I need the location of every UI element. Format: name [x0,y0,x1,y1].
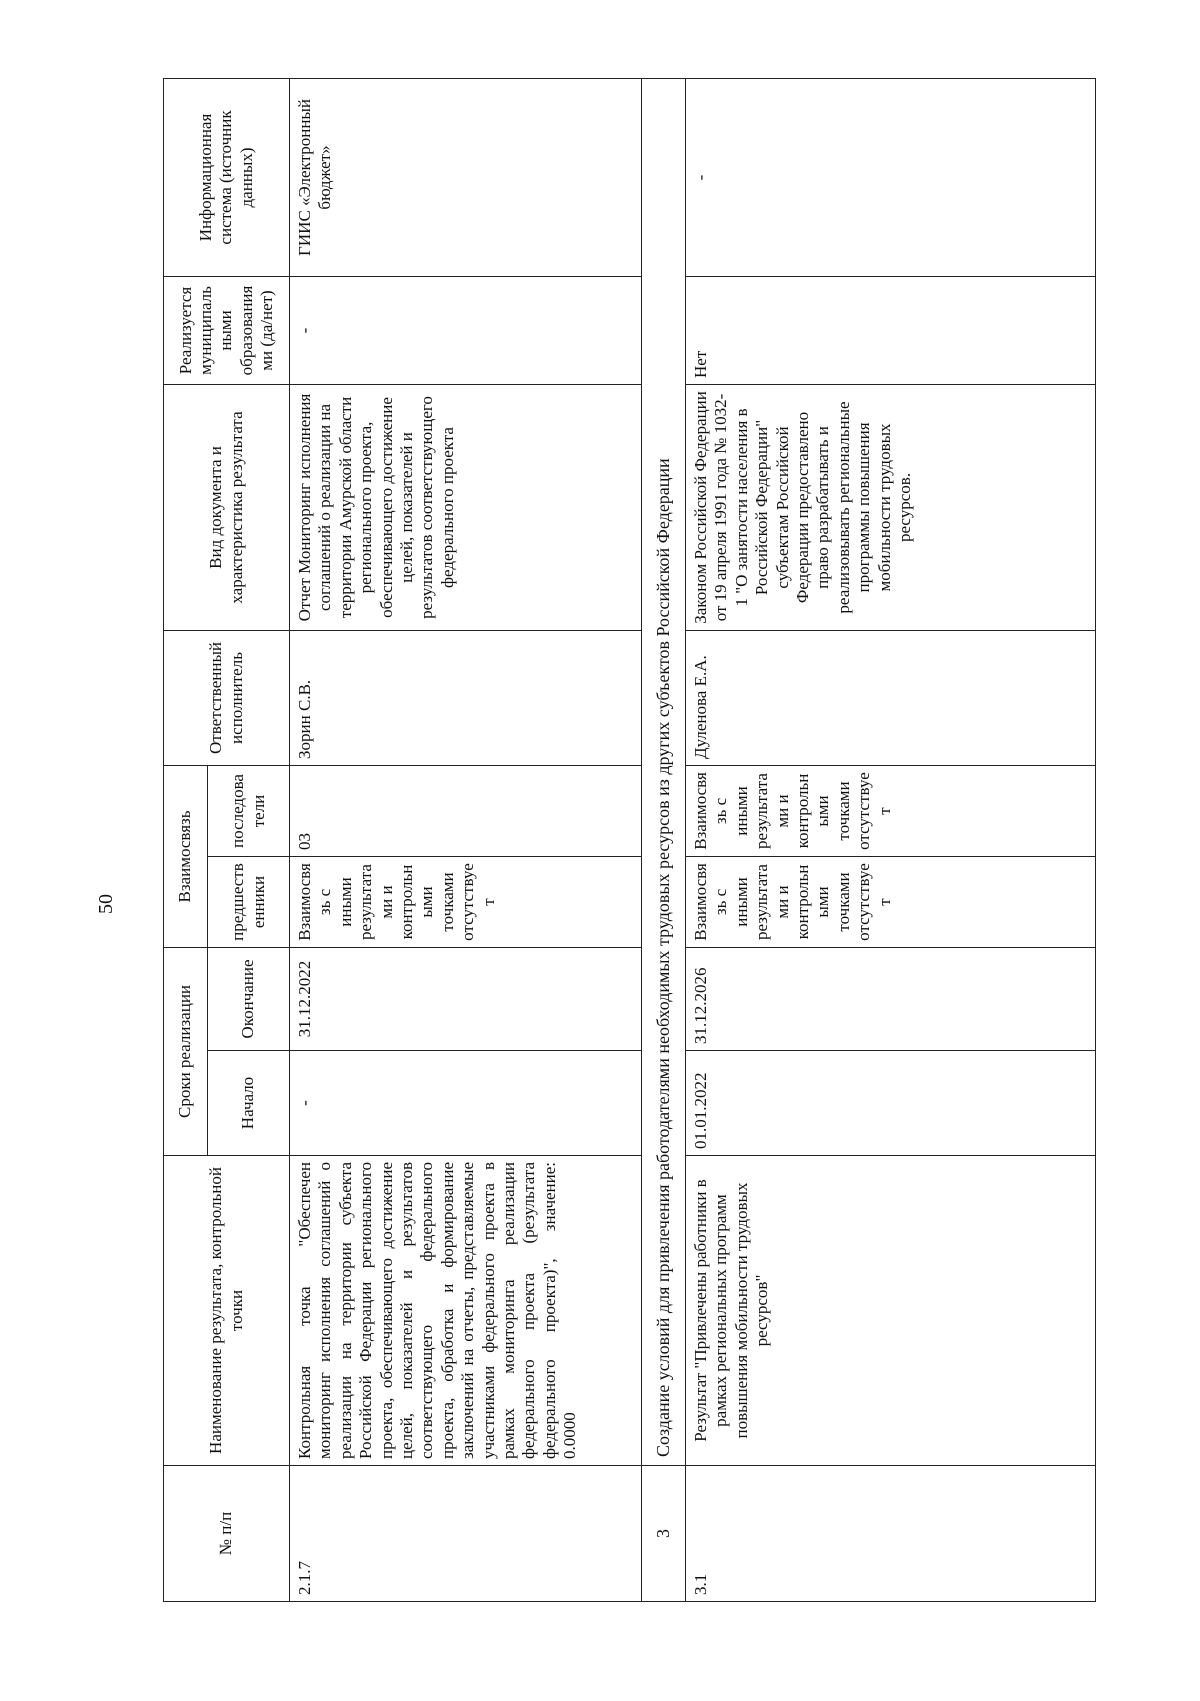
header-document: Вид документа и характеристика результата [164,384,290,630]
row-successors: 03 [290,765,642,856]
section-num: 3 [642,1466,686,1602]
header-link: Взаимосвязь [164,765,208,947]
header-successors: последователи [208,765,290,856]
row-start: - [290,1051,642,1156]
row-document: Законом Российской Федерации от 19 апреля 1991 года № 1032-1 "О занятости населения в Российской Федерации" субъектам Российской Федерации предоставлено право разрабатывать и реализовывать региональные программы повышения мобильности трудовых ресурсов. [686,384,1096,630]
row-predecessors: Взаимосвязь с иными результатами и контрольными точками отсутствует [290,857,642,948]
header-predecessors: предшественники [208,857,290,948]
row-info-system: ГИИС «Электронный бюджет» [290,78,642,276]
header-responsible: Ответственный исполнитель [164,630,290,765]
header-terms: Сроки реализации [164,948,208,1156]
row-successors: Взаимосвязь с иными результатами и контрольными точками отсутствует [686,765,1096,856]
row-start: 01.01.2022 [686,1051,1096,1156]
section-title: Создание условий для привлечения работодателями необходимых трудовых ресурсов из других субъектов Российской Федерации [642,78,686,1465]
header-start: Начало [208,1051,290,1156]
section-row [642,78,686,1601]
header-end: Окончание [208,948,290,1051]
page-number: 50 [95,894,117,914]
row-end: 31.12.2026 [686,948,1096,1051]
header-num: № п/п [164,1466,290,1602]
row-document: Отчет Мониторинг исполнения соглашений о реализации на территории Амурской области регионального проекта, обеспечивающего достижение целей, показателей и результатов соответствующего федерального проекта [290,384,642,630]
results-table [163,78,1096,1602]
rotated-page-content [163,79,1095,1602]
table-row [686,78,1096,1601]
header-info-system: Информационная система (источник данных) [164,78,290,276]
row-info-system: - [686,78,1096,276]
header-municipal: Реализуется муниципальными образованиями (да/нет) [164,276,290,384]
header-name: Наименование результата, контрольной точки [164,1156,290,1466]
row-name: Контрольная точка "Обеспечен мониторинг исполнения соглашений о реализации на территории субъекта Российской Федерации регионального проекта, обеспечивающего достижение целей, показателей и результатов соответствующего федерального проекта, обработка и формирование заключений на отчеты, представляемые участниками федерального проекта в рамках мониторинга реализации федерального проекта (результата федерального проекта)", значение: 0.0000 [290,1156,642,1466]
row-municipal: Нет [686,276,1096,384]
row-num: 2.1.7 [290,1466,642,1602]
row-end: 31.12.2022 [290,948,642,1051]
row-predecessors: Взаимосвязь с иными результатами и контрольными точками отсутствует [686,857,1096,948]
row-municipal: - [290,276,642,384]
row-responsible: Зорин С.В. [290,630,642,765]
row-name: Результат "Привлечены работники в рамках региональных программ повышения мобильности трудовых ресурсов" [686,1156,1096,1466]
table-row [290,78,642,1601]
row-responsible: Дуленова Е.А. [686,630,1096,765]
row-num: 3.1 [686,1466,1096,1602]
